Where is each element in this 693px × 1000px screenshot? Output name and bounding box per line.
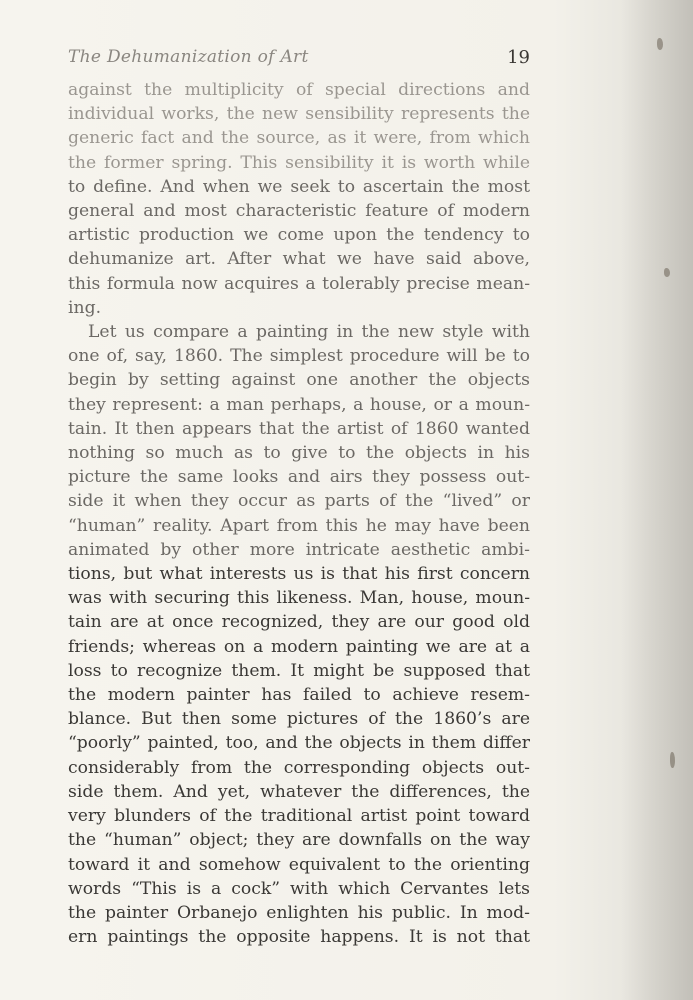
paper-speck xyxy=(664,268,670,277)
text-line: friends; whereas on a modern painting we are at a xyxy=(68,636,530,657)
paragraph-start-line: Let us compare a painting in the new style with xyxy=(88,322,530,343)
running-head: The Dehumanization of Art xyxy=(68,47,309,67)
page-edge-shadow xyxy=(621,0,693,1000)
text-line: side them. And yet, whatever the differences, the xyxy=(68,781,530,802)
text-line: words “This is a cock” with which Cervantes lets xyxy=(68,878,530,899)
page-number: 19 xyxy=(507,47,530,68)
text-line: was with securing this likeness. Man, house, moun- xyxy=(68,588,530,609)
text-line: blance. But then some pictures of the 1860’s are xyxy=(68,709,530,730)
text-line: they represent: a man perhaps, a house, or a moun- xyxy=(68,394,530,415)
page-header xyxy=(68,45,530,75)
text-line: ing. xyxy=(68,297,102,318)
text-line: tions, but what interests us is that his first concern xyxy=(68,564,530,585)
text-line: toward it and somehow equivalent to the orienting xyxy=(68,854,530,875)
text-line: the “human” object; they are downfalls on the way xyxy=(68,830,530,851)
text-line: generic fact and the source, as it were, from which xyxy=(68,128,530,149)
text-line: “human” reality. Apart from this he may have been xyxy=(68,515,530,536)
text-line: side it when they occur as parts of the “lived” or xyxy=(68,491,530,512)
text-line: individual works, the new sensibility represents the xyxy=(68,104,530,125)
text-line: ern paintings the opposite happens. It is not that xyxy=(68,927,530,948)
text-line: loss to recognize them. It might be supposed that xyxy=(68,660,530,681)
text-line: “poorly” painted, too, and the objects in them differ xyxy=(68,733,530,754)
text-line: the modern painter has failed to achieve resem- xyxy=(68,685,530,706)
text-line: artistic production we come upon the tendency to xyxy=(68,225,530,246)
text-line: dehumanize art. After what we have said above, xyxy=(68,249,530,270)
text-line: considerably from the corresponding objects out- xyxy=(68,757,530,778)
text-line: tain are at once recognized, they are our good old xyxy=(68,612,530,633)
body-text xyxy=(68,78,530,949)
text-line: against the multiplicity of special directions and xyxy=(68,80,530,100)
paper-speck xyxy=(657,38,663,50)
text-line: very blunders of the traditional artist point toward xyxy=(68,806,530,827)
text-line: nothing so much as to give to the objects in his xyxy=(68,443,530,464)
text-line: one of, say, 1860. The simplest procedure will be to xyxy=(68,346,530,367)
text-line: animated by other more intricate aesthetic ambi- xyxy=(68,539,530,560)
text-line: to define. And when we seek to ascertain the most xyxy=(68,176,530,197)
text-line: this formula now acquires a tolerably precise mean- xyxy=(68,273,530,294)
paper-speck xyxy=(670,752,675,768)
text-line: picture the same looks and airs they possess out- xyxy=(68,467,530,488)
text-line: the painter Orbanejo enlighten his public. In mod- xyxy=(68,902,530,923)
text-line: tain. It then appears that the artist of 1860 wanted xyxy=(68,418,530,439)
text-line: general and most characteristic feature of modern xyxy=(68,201,530,222)
text-line: begin by setting against one another the objects xyxy=(68,370,530,391)
text-line: the former spring. This sensibility it is worth while xyxy=(68,152,530,173)
